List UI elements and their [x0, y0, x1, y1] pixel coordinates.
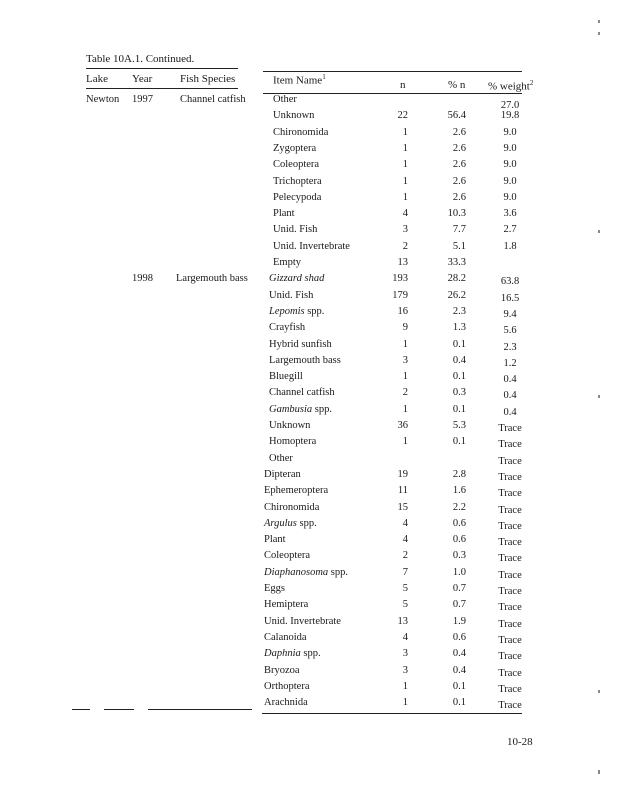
row-pct-weight: Trace: [498, 423, 522, 434]
row-pct-n: 2.3: [452, 306, 466, 317]
row-pct-weight: 9.0: [503, 143, 517, 154]
row-item-name: [264, 518, 317, 530]
row-item-name: Unid. Invertebrate: [273, 241, 350, 252]
row-pct-weight: 19.8: [500, 110, 520, 121]
row-pct-weight: 3.6: [503, 208, 517, 219]
row-item-name: Arachnida: [264, 697, 308, 708]
row-pct-weight: 1.2: [503, 358, 517, 369]
row-pct-weight: Trace: [498, 488, 522, 499]
row-pct-n: 0.1: [452, 371, 466, 382]
row-pct-n: 0.6: [452, 518, 466, 529]
row-n: 1: [402, 127, 408, 138]
row-n: 13: [397, 616, 408, 627]
row-pct-weight: Trace: [498, 553, 522, 564]
table-bottom-rule-mid: [148, 709, 252, 710]
header-year: Year: [132, 73, 153, 85]
row-item-name: Dipteran: [264, 469, 301, 480]
row-pct-weight: Trace: [498, 472, 522, 483]
header-item-name-footnote: 1: [322, 73, 326, 81]
row-item-name: Hybrid sunfish: [269, 339, 332, 350]
row-pct-weight: Trace: [498, 635, 522, 646]
row-pct-n: 5.1: [452, 241, 466, 252]
row-pct-n: 7.7: [452, 224, 466, 235]
row-n: 3: [402, 355, 408, 366]
scan-speck: [598, 230, 600, 233]
row-n: 1: [402, 176, 408, 187]
row-item-name: Hemiptera: [264, 599, 309, 610]
row-item-italic: Gambusia: [269, 404, 313, 415]
row-n: 36: [397, 420, 408, 431]
row-item-name: Chironomida: [264, 502, 320, 513]
header-pct-weight-footnote: 2: [529, 79, 534, 87]
row-item-italic: Lepomis: [269, 306, 305, 317]
row-pct-n: 0.1: [452, 681, 466, 692]
scan-speck: [598, 690, 600, 693]
table-bottom-rule-left2: [104, 709, 134, 710]
row-pct-weight: 16.5: [500, 293, 520, 304]
row-n: 4: [402, 208, 408, 219]
row-item-name: Unknown: [269, 420, 311, 431]
row-pct-n: 2.2: [452, 502, 466, 513]
row-pct-weight: 0.4: [503, 407, 517, 418]
row-n: 5: [402, 583, 408, 594]
header-pct-n: % n: [448, 79, 466, 91]
row-n: 13: [397, 257, 408, 268]
row-pct-n: 1.6: [452, 485, 466, 496]
row-pct-n: 0.1: [452, 339, 466, 350]
row-pct-weight: Trace: [498, 439, 522, 450]
row-n: 1: [402, 697, 408, 708]
row-n: 4: [402, 518, 408, 529]
scan-speck: [598, 770, 600, 774]
row-pct-n: 1.3: [452, 322, 466, 333]
row-n: 5: [402, 599, 408, 610]
row-item-name: Channel catfish: [269, 387, 335, 398]
group-year-1997: 1997: [132, 94, 153, 105]
row-item-name: [264, 567, 348, 579]
row-item-name: [264, 648, 321, 660]
row-item-name: Coleoptera: [264, 550, 311, 561]
scan-speck: [598, 32, 600, 35]
row-pct-weight: 0.4: [503, 374, 517, 385]
row-n: 179: [392, 290, 408, 301]
row-item-name: Gizzard shad: [269, 273, 325, 284]
row-item-name: Trichoptera: [273, 176, 322, 187]
row-pct-n: 1.0: [452, 567, 466, 578]
row-n: 7: [402, 567, 408, 578]
row-pct-n: 0.4: [452, 355, 466, 366]
row-item-name: Plant: [264, 534, 286, 545]
table-bottom-rule-left: [72, 709, 90, 710]
row-pct-n: 0.1: [452, 436, 466, 447]
row-n: 4: [402, 632, 408, 643]
row-item-italic: Daphnia: [264, 648, 301, 659]
row-item-name: Unid. Fish: [269, 290, 314, 301]
row-pct-n: 0.6: [452, 632, 466, 643]
row-n: 1: [402, 681, 408, 692]
header-top-rule-right: [263, 71, 522, 72]
row-n: 2: [402, 550, 408, 561]
group-lake-newton: Newton: [86, 94, 120, 105]
row-pct-n: 0.4: [452, 665, 466, 676]
row-item-name: Other: [273, 94, 297, 105]
row-pct-n: 0.6: [452, 534, 466, 545]
row-pct-weight: Trace: [498, 456, 522, 467]
row-pct-n: 33.3: [447, 257, 466, 268]
row-pct-n: 2.6: [452, 143, 466, 154]
row-pct-weight: 9.0: [503, 192, 517, 203]
row-item-suffix: spp.: [312, 404, 333, 415]
row-item-suffix: spp.: [328, 567, 349, 578]
row-item-name: Homoptera: [269, 436, 317, 447]
row-n: 1: [402, 404, 408, 415]
row-item-italic: Argulus: [264, 518, 297, 529]
row-pct-weight: Trace: [498, 651, 522, 662]
row-pct-weight: 9.4: [503, 309, 517, 320]
group-species-channel-catfish: Channel catfish: [180, 94, 246, 105]
header-top-rule: [86, 68, 238, 69]
row-pct-weight: 1.8: [503, 241, 517, 252]
row-item-name: Bluegill: [269, 371, 303, 382]
row-item-name: Unknown: [273, 110, 315, 121]
row-n: 19: [397, 469, 408, 480]
row-pct-weight: Trace: [498, 668, 522, 679]
row-item-name: Pelecypoda: [273, 192, 322, 203]
row-pct-weight: Trace: [498, 586, 522, 597]
header-fish-species: Fish Species: [180, 73, 236, 85]
group-species-largemouth-bass: Largemouth bass: [176, 273, 248, 284]
scan-speck: [598, 20, 600, 23]
row-n: 1: [402, 371, 408, 382]
row-pct-n: 2.6: [452, 176, 466, 187]
row-pct-weight: 0.4: [503, 390, 517, 401]
header-item-name: [273, 73, 326, 87]
row-item-name: Coleoptera: [273, 159, 320, 170]
row-n: 3: [402, 648, 408, 659]
page-number: 10-28: [507, 736, 533, 748]
header-lake: Lake: [86, 73, 108, 85]
row-item-italic: Diaphanosoma: [264, 567, 329, 578]
row-pct-n: 0.1: [452, 697, 466, 708]
row-pct-weight: Trace: [498, 537, 522, 548]
table-caption: Table 10A.1. Continued.: [86, 53, 195, 65]
row-n: 1: [402, 192, 408, 203]
scan-speck: [598, 395, 600, 398]
row-item-name: Other: [269, 453, 293, 464]
row-item-name: Calanoida: [264, 632, 307, 643]
row-pct-weight: 63.8: [500, 276, 520, 287]
header-item-name-text: Item Name: [273, 74, 323, 87]
row-pct-weight: Trace: [498, 505, 522, 516]
row-item-name: Orthoptera: [264, 681, 310, 692]
row-n: 1: [402, 159, 408, 170]
row-pct-n: 2.8: [452, 469, 466, 480]
row-item-name: Crayfish: [269, 322, 306, 333]
row-n: 3: [402, 224, 408, 235]
row-pct-n: 1.9: [452, 616, 466, 627]
row-n: 4: [402, 534, 408, 545]
row-item-name: Unid. Invertebrate: [264, 616, 341, 627]
row-pct-weight: 9.0: [503, 159, 517, 170]
row-item-name: Ephemeroptera: [264, 485, 329, 496]
row-n: 15: [397, 502, 408, 513]
row-pct-weight: 27.0: [500, 100, 520, 111]
row-item-suffix: spp.: [300, 648, 321, 659]
row-pct-n: 2.6: [452, 192, 466, 203]
row-item-suffix: spp.: [296, 518, 317, 529]
row-pct-n: 26.2: [447, 290, 466, 301]
row-item-name: Plant: [273, 208, 295, 219]
row-pct-n: 5.3: [452, 420, 466, 431]
row-pct-n: 10.3: [447, 208, 466, 219]
row-pct-weight: 2.7: [503, 224, 517, 235]
row-pct-weight: Trace: [498, 619, 522, 630]
row-n: 1: [402, 143, 408, 154]
row-item-name: Eggs: [264, 583, 285, 594]
row-pct-n: 2.6: [452, 127, 466, 138]
row-pct-weight: Trace: [498, 602, 522, 613]
row-n: 11: [397, 485, 408, 496]
row-pct-weight: Trace: [498, 684, 522, 695]
header-bottom-rule: [86, 88, 238, 89]
row-pct-n: 0.7: [452, 583, 466, 594]
row-n: 1: [402, 436, 408, 447]
header-bottom-rule-right: [263, 93, 522, 94]
row-pct-n: 0.3: [452, 550, 466, 561]
row-pct-weight: Trace: [498, 521, 522, 532]
row-pct-n: 28.2: [447, 273, 466, 284]
row-item-name: [269, 404, 332, 416]
row-n: 2: [402, 241, 408, 252]
row-pct-weight: Trace: [498, 570, 522, 581]
row-item-name: Bryozoa: [264, 665, 300, 676]
row-pct-weight: 2.3: [503, 342, 517, 353]
row-pct-n: 0.4: [452, 648, 466, 659]
row-item-name: Chironomida: [273, 127, 329, 138]
row-item-name: Zygoptera: [273, 143, 317, 154]
row-item-name: Empty: [273, 257, 301, 268]
row-item-name: Unid. Fish: [273, 224, 318, 235]
row-item-name: Largemouth bass: [269, 355, 341, 366]
row-pct-n: 0.7: [452, 599, 466, 610]
row-item-name: [269, 306, 324, 318]
row-n: 16: [397, 306, 408, 317]
header-pct-weight: [488, 79, 533, 93]
row-pct-weight: 5.6: [503, 325, 517, 336]
header-pct-weight-text: % weight: [488, 80, 530, 93]
row-pct-n: 2.6: [452, 159, 466, 170]
row-n: 22: [397, 110, 408, 121]
row-pct-n: 0.3: [452, 387, 466, 398]
header-n: n: [400, 79, 406, 91]
row-n: 1: [402, 339, 408, 350]
row-item-suffix: spp.: [304, 306, 325, 317]
row-n: 9: [402, 322, 408, 333]
row-pct-weight: Trace: [498, 700, 522, 711]
row-pct-n: 0.1: [452, 404, 466, 415]
row-n: 193: [392, 273, 408, 284]
row-n: 3: [402, 665, 408, 676]
row-pct-weight: 9.0: [503, 127, 517, 138]
row-pct-n: 56.4: [447, 110, 466, 121]
table-bottom-rule-right: [262, 713, 522, 714]
row-n: 2: [402, 387, 408, 398]
group-year-1998: 1998: [132, 273, 153, 284]
row-pct-weight: 9.0: [503, 176, 517, 187]
